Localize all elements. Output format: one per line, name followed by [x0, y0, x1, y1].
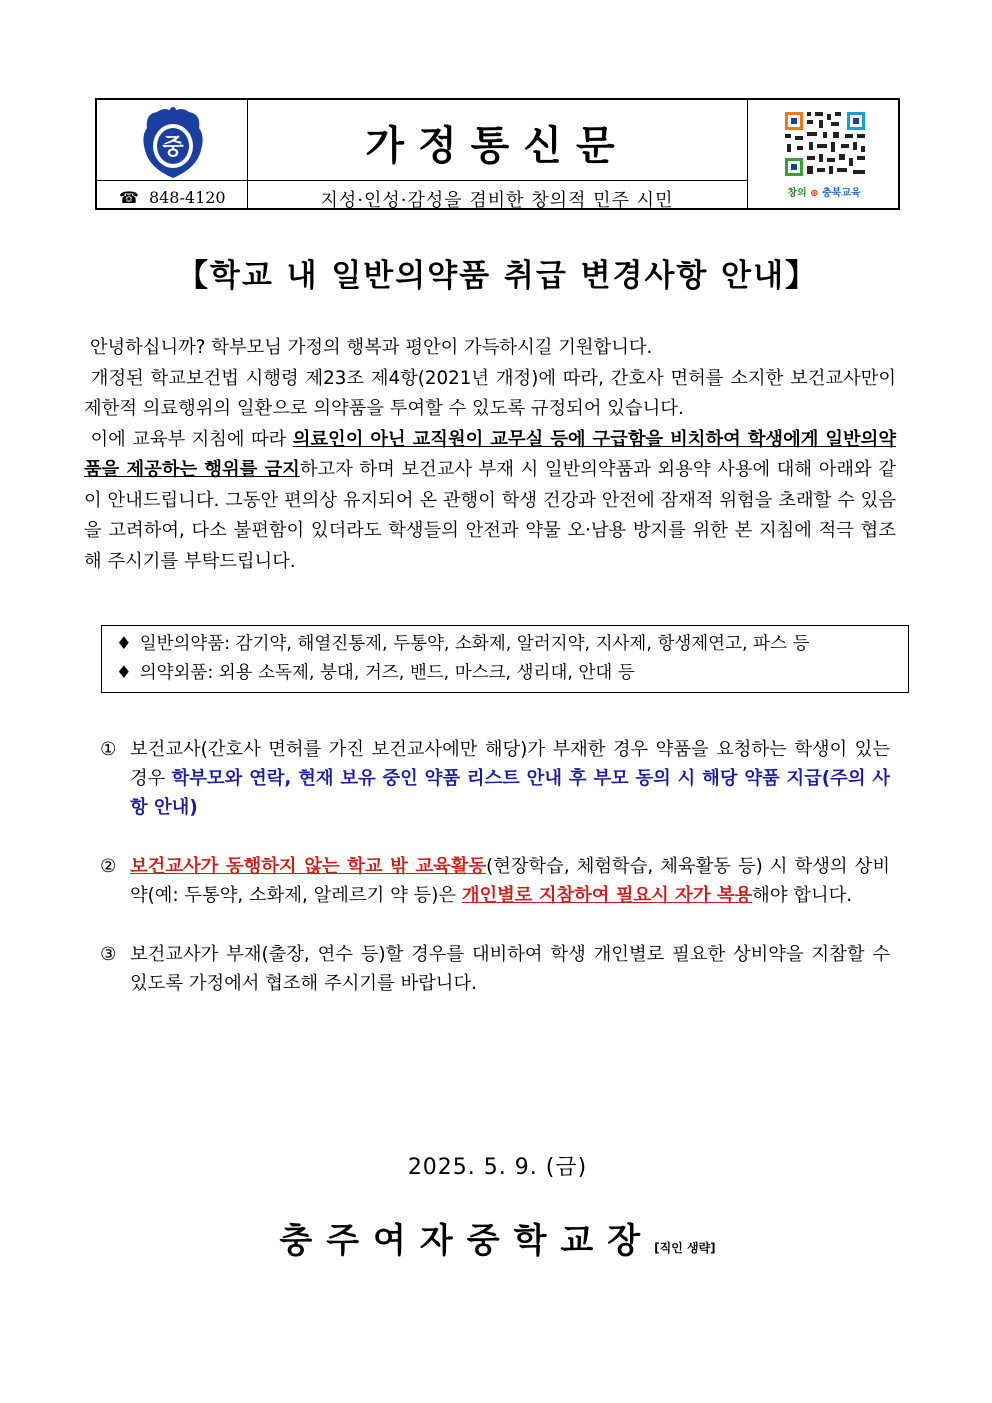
seal-omitted-note: [직인 생략]: [654, 1241, 716, 1255]
header-divider-right: [747, 100, 748, 208]
medicine-list-box: [101, 625, 909, 693]
med-line-otc: ♦ 일반의약품: 감기약, 해열진통제, 두통약, 소화제, 알러지약, 지사제, 항생제연고, 파스 등: [116, 630, 894, 659]
school-logo: [137, 106, 209, 182]
school-motto: 지성·인성·감성을 겸비한 창의적 민주 시민: [320, 190, 674, 211]
issue-date: 2025. 5. 9. (금): [407, 1155, 588, 1180]
intro-paragraph-3: 이에 교육부 지침에 따라 의료인이 아닌 교직원이 교무실 등에 구급함을 비치하여 학생에게 일반의약품을 제공하는 행위를 금지하고자 하며 보건교사 부재 시 일반의약품과 외용약 사용에 대해 아래와 같이 안내드립니다. 그동안 편의상 유지되어 온 관행이 학생 건강과 안전에 잠재적 위험을 초래할 수 있음을 고려하여, 다소 불편함이 있더라도 학생들의 안전과 약물 오·남용 방지를 위한 본 지침에 적극 협조해 주시기를 부탁드립니다.: [84, 428, 897, 572]
phone-number: [119, 188, 226, 207]
intro-paragraph-1: 안녕하십니까? 학부모님 가정의 행복과 평안이 가득하시길 기원합니다.: [89, 337, 653, 358]
signature: [95, 1213, 900, 1262]
item-number: ③: [100, 944, 117, 965]
diamond-bullet-icon: ♦: [116, 634, 132, 654]
svg-text:중: 중: [162, 135, 184, 160]
notice-title: 【학교 내 일반의약품 취급 변경사항 안내】: [176, 258, 819, 294]
diamond-bullet-icon: ♦: [116, 663, 132, 683]
guideline-list: [100, 735, 890, 1028]
intro-text: [84, 333, 896, 577]
phone-icon: ☎: [119, 188, 139, 207]
chungbuk-education-logo: 창의 ⊕ 충북교육: [787, 188, 861, 199]
phone-text: 848-4120: [148, 188, 226, 207]
intro-paragraph-2: 개정된 학교보건법 시행령 제23조 제4항(2021년 개정)에 따라, 간호사 면허를 소지한 보건교사만이 제한적 의료행위의 일환으로 의약품을 투여할 수 있도록 규정되어 있습니다.: [84, 367, 896, 419]
guideline-item-2: ② 보건교사가 동행하지 않는 학교 밖 교육활동(현장학습, 체험학습, 체육활동 등) 시 학생의 상비약(예: 두통약, 소화제, 알레르기 약 등)은 개인별로 지참하여 필요시 자가 복용해야 합니다.: [100, 852, 890, 910]
header-table: [95, 98, 900, 210]
guideline-item-3: ③ 보건교사가 부재(출장, 연수 등)할 경우를 대비하여 학생 개인별로 필요한 상비약을 지참할 수 있도록 가정에서 협조해 주시기를 바랍니다.: [100, 940, 890, 998]
item-2-emphasis-1: 보건교사가 동행하지 않는 학교 밖 교육활동: [130, 856, 487, 877]
item-number: ②: [100, 856, 117, 877]
principal-name: 충주여자중학교장: [279, 1221, 655, 1261]
item-2-emphasis-2: 개인별로 지참하여 필요시 자가 복용: [461, 885, 753, 906]
page-title: 가정통신문: [365, 123, 629, 169]
med-line-quasi: ♦ 의약외품: 외용 소독제, 붕대, 거즈, 밴드, 마스크, 생리대, 안대 등: [116, 659, 894, 688]
item-1-emphasis: 학부모와 연락, 현재 보유 중인 약품 리스트 안내 후 부모 동의 시 해당 약품 지급(주의 사항 안내): [130, 768, 890, 818]
guideline-item-1: ① 보건교사(간호사 면허를 가진 보건교사에만 해당)가 부재한 경우 약품을 요청하는 학생이 있는 경우 학부모와 연락, 현재 보유 중인 약품 리스트 안내 후 부모 동의 시 해당 약품 지급(주의 사항 안내): [100, 735, 890, 822]
qr-code-icon: [783, 110, 867, 178]
prohibition-emphasis: 의료인이 아닌 교직원이 교무실 등에 구급함을 비치하여 학생에게 일반의약품을 제공하는 행위를 금지: [84, 428, 897, 480]
item-number: ①: [100, 739, 117, 760]
